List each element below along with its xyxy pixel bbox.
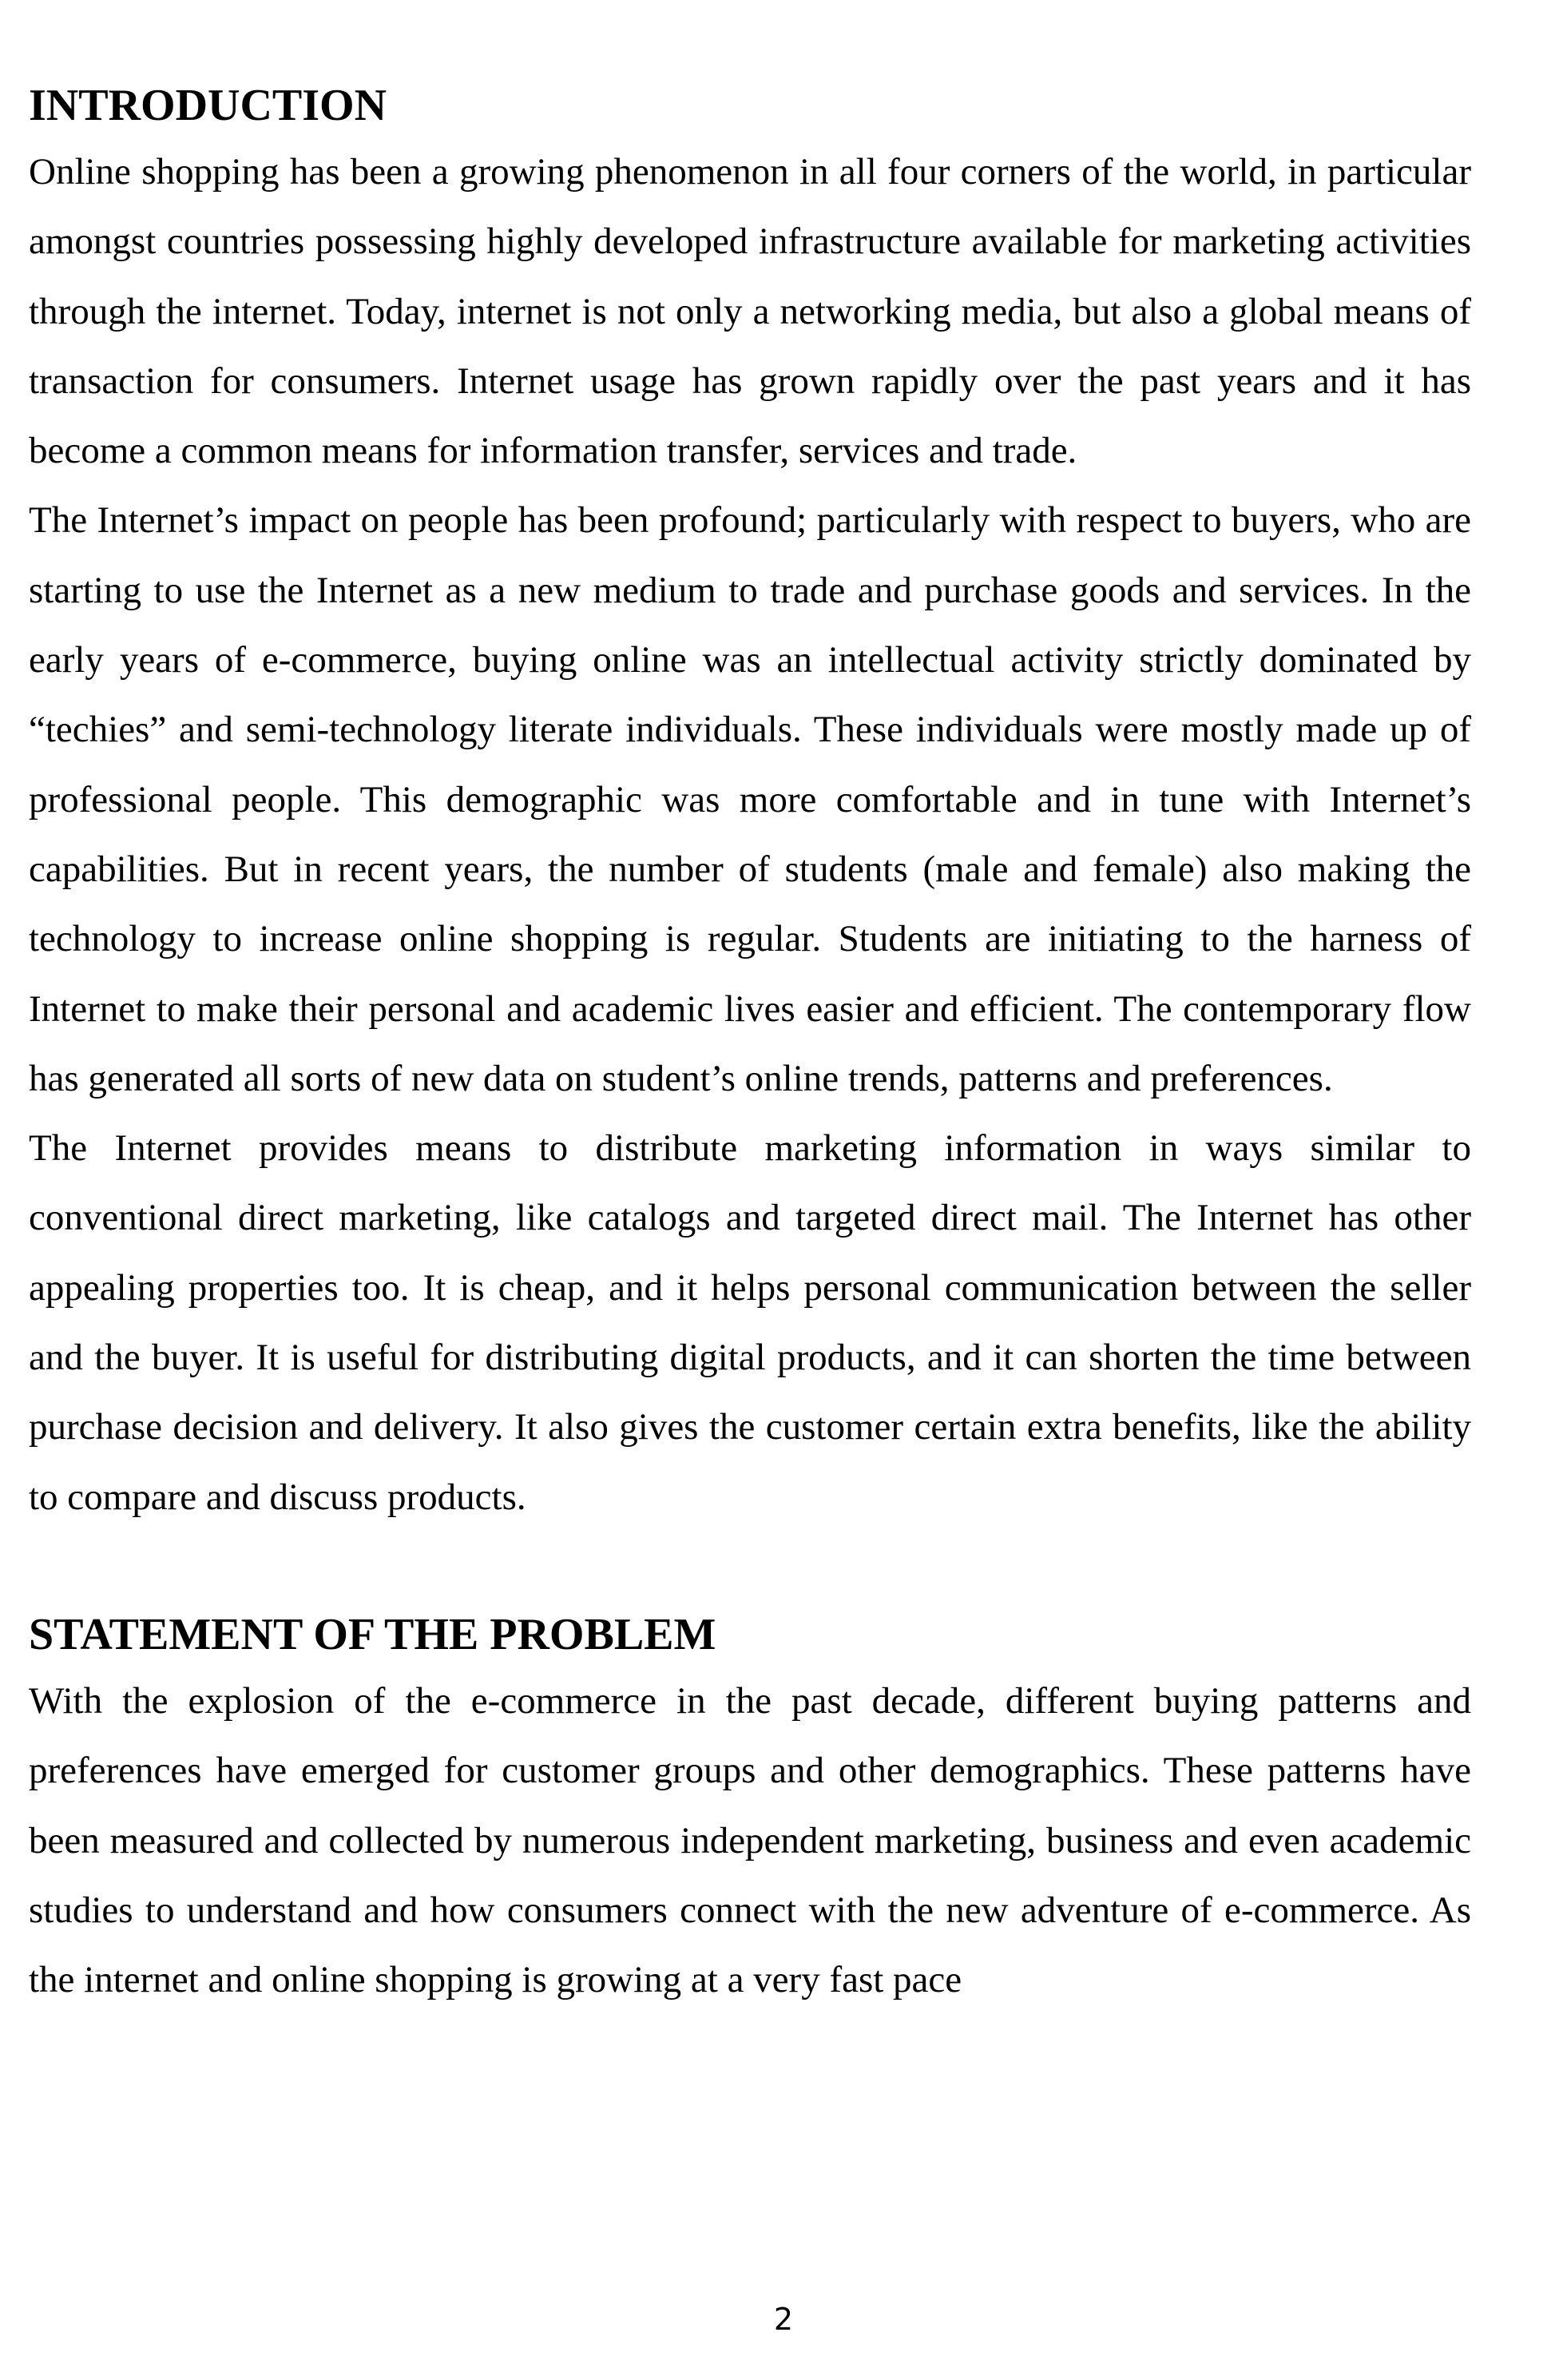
section-spacer xyxy=(29,1532,1471,1603)
introduction-paragraph-1: Online shopping has been a growing phenomenon in all four corners of the world, in particular amongst countries possessing highly developed infrastructure available for marketing activities through the internet. Today, internet is not only a networking media, but also a global means of transaction for consumers. Internet usage has grown rapidly over the past years and it has become a common means for information transfer, services and trade. xyxy=(29,151,1471,472)
problem-statement-paragraph: With the explosion of the e-commerce in the past decade, different buying patterns and preferences have emerged for customer groups and other demographics. These patterns have been measured and collected by numerous independent marketing, business and even academic studies to understand and how consumers connect with the new adventure of e-commerce. As the internet and online shopping is growing at a very fast pace xyxy=(29,1679,1471,2001)
introduction-heading: INTRODUCTION xyxy=(29,81,387,130)
introduction-paragraph-2: The Internet’s impact on people has been profound; particularly with respect to buyers, who are starting to use the Internet as a new medium to trade and purchase goods and services. In the early years of e-commerce, buying online was an intellectual activity strictly dominated by “techies” and semi-technology literate individuals. These individuals were mostly made up of professional people. This demographic was more comfortable and in tune with Internet’s capabilities. But in recent years, the number of students (male and female) also making the technology to increase online shopping is regular. Students are initiating to the harness of Internet to make their personal and academic lives easier and efficient. The contemporary flow has generated all sorts of new data on student’s online trends, patterns and preferences. xyxy=(29,499,1471,1099)
document-page xyxy=(29,74,1471,2015)
introduction-paragraph-3: The Internet provides means to distribute marketing information in ways similar to conventional direct marketing, like catalogs and targeted direct mail. The Internet has other appealing properties too. It is cheap, and it helps personal communication between the seller and the buyer. It is useful for distributing digital products, and it can shorten the time between purchase decision and delivery. It also gives the customer certain extra benefits, like the ability to compare and discuss products. xyxy=(29,1127,1471,1518)
problem-statement-heading: STATEMENT OF THE PROBLEM xyxy=(29,1609,716,1659)
page-number: 2 xyxy=(773,2302,794,2337)
